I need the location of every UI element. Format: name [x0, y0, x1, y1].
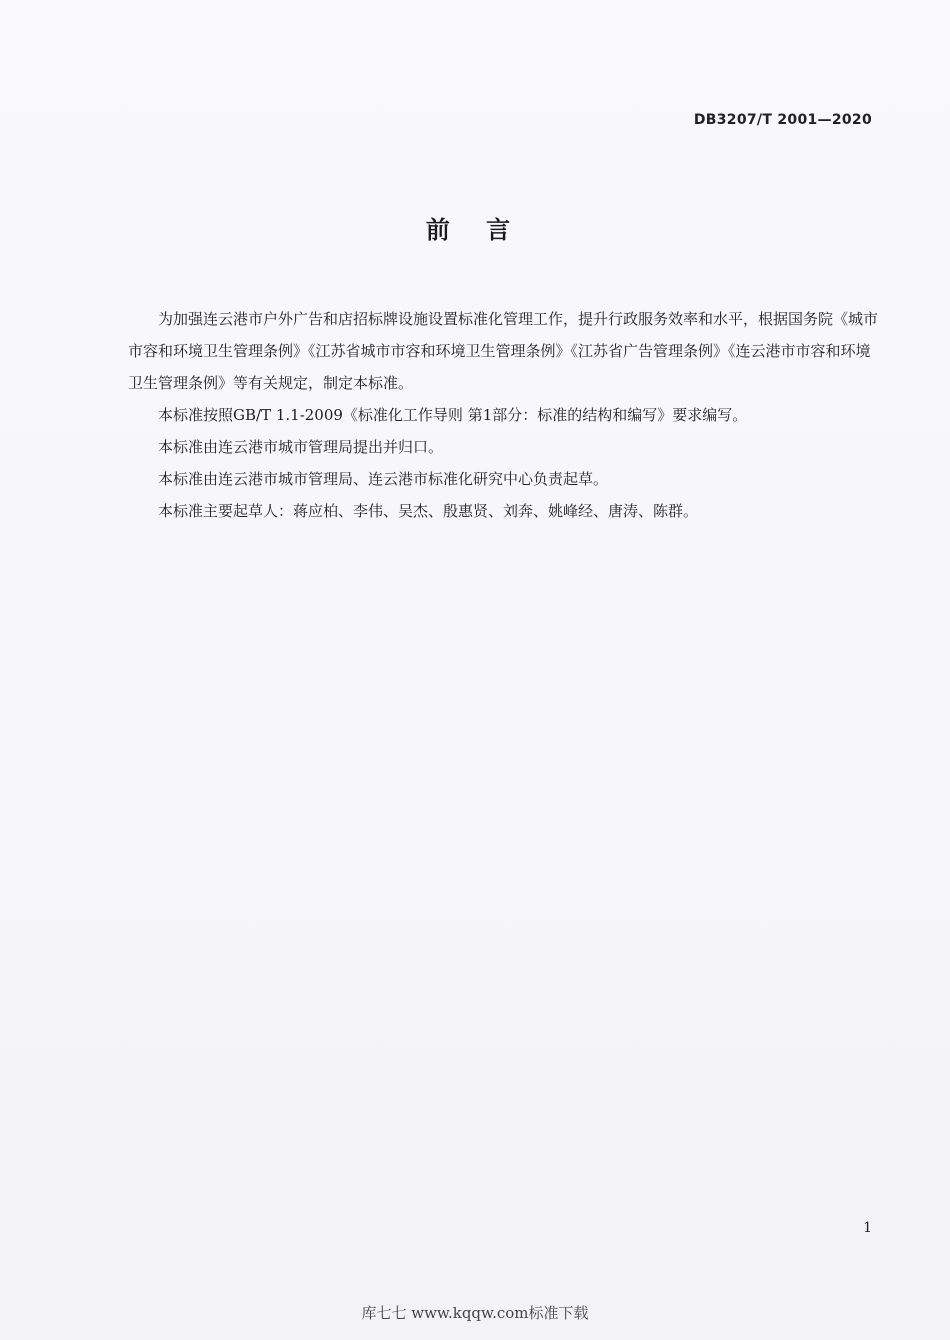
paragraph-drafting-units: 本标准由连云港市城市管理局、连云港市标准化研究中心负责起草。 — [158, 470, 609, 488]
paragraph-proposer: 本标准由连云港市城市管理局提出并归口。 — [158, 438, 444, 456]
footer-watermark: 库七七 www.kqqw.com标准下载 — [361, 1304, 589, 1322]
section-title: 前 言 — [425, 216, 525, 244]
paragraph-drafters: 本标准主要起草人：蒋应柏、李伟、吴杰、殷惠贤、刘奔、姚峰经、唐涛、陈群。 — [158, 502, 699, 520]
foreword-body — [128, 303, 880, 527]
document-code: DB3207/T 2001—2020 — [693, 112, 872, 128]
page-number: 1 — [863, 1220, 872, 1236]
paragraph-drafting-rules: 本标准按照GB/T 1.1-2009《标准化工作导则 第1部分：标准的结构和编写》要求编写。 — [158, 406, 748, 424]
paragraph-purpose: 为加强连云港市户外广告和店招标牌设施设置标准化管理工作，提升行政服务效率和水平，根据国务院《城市市容和环境卫生管理条例》《江苏省城市市容和环境卫生管理条例》《江苏省广告管理条例》《连云港市市容和环境卫生管理条例》等有关规定，制定本标准。 — [128, 310, 879, 392]
